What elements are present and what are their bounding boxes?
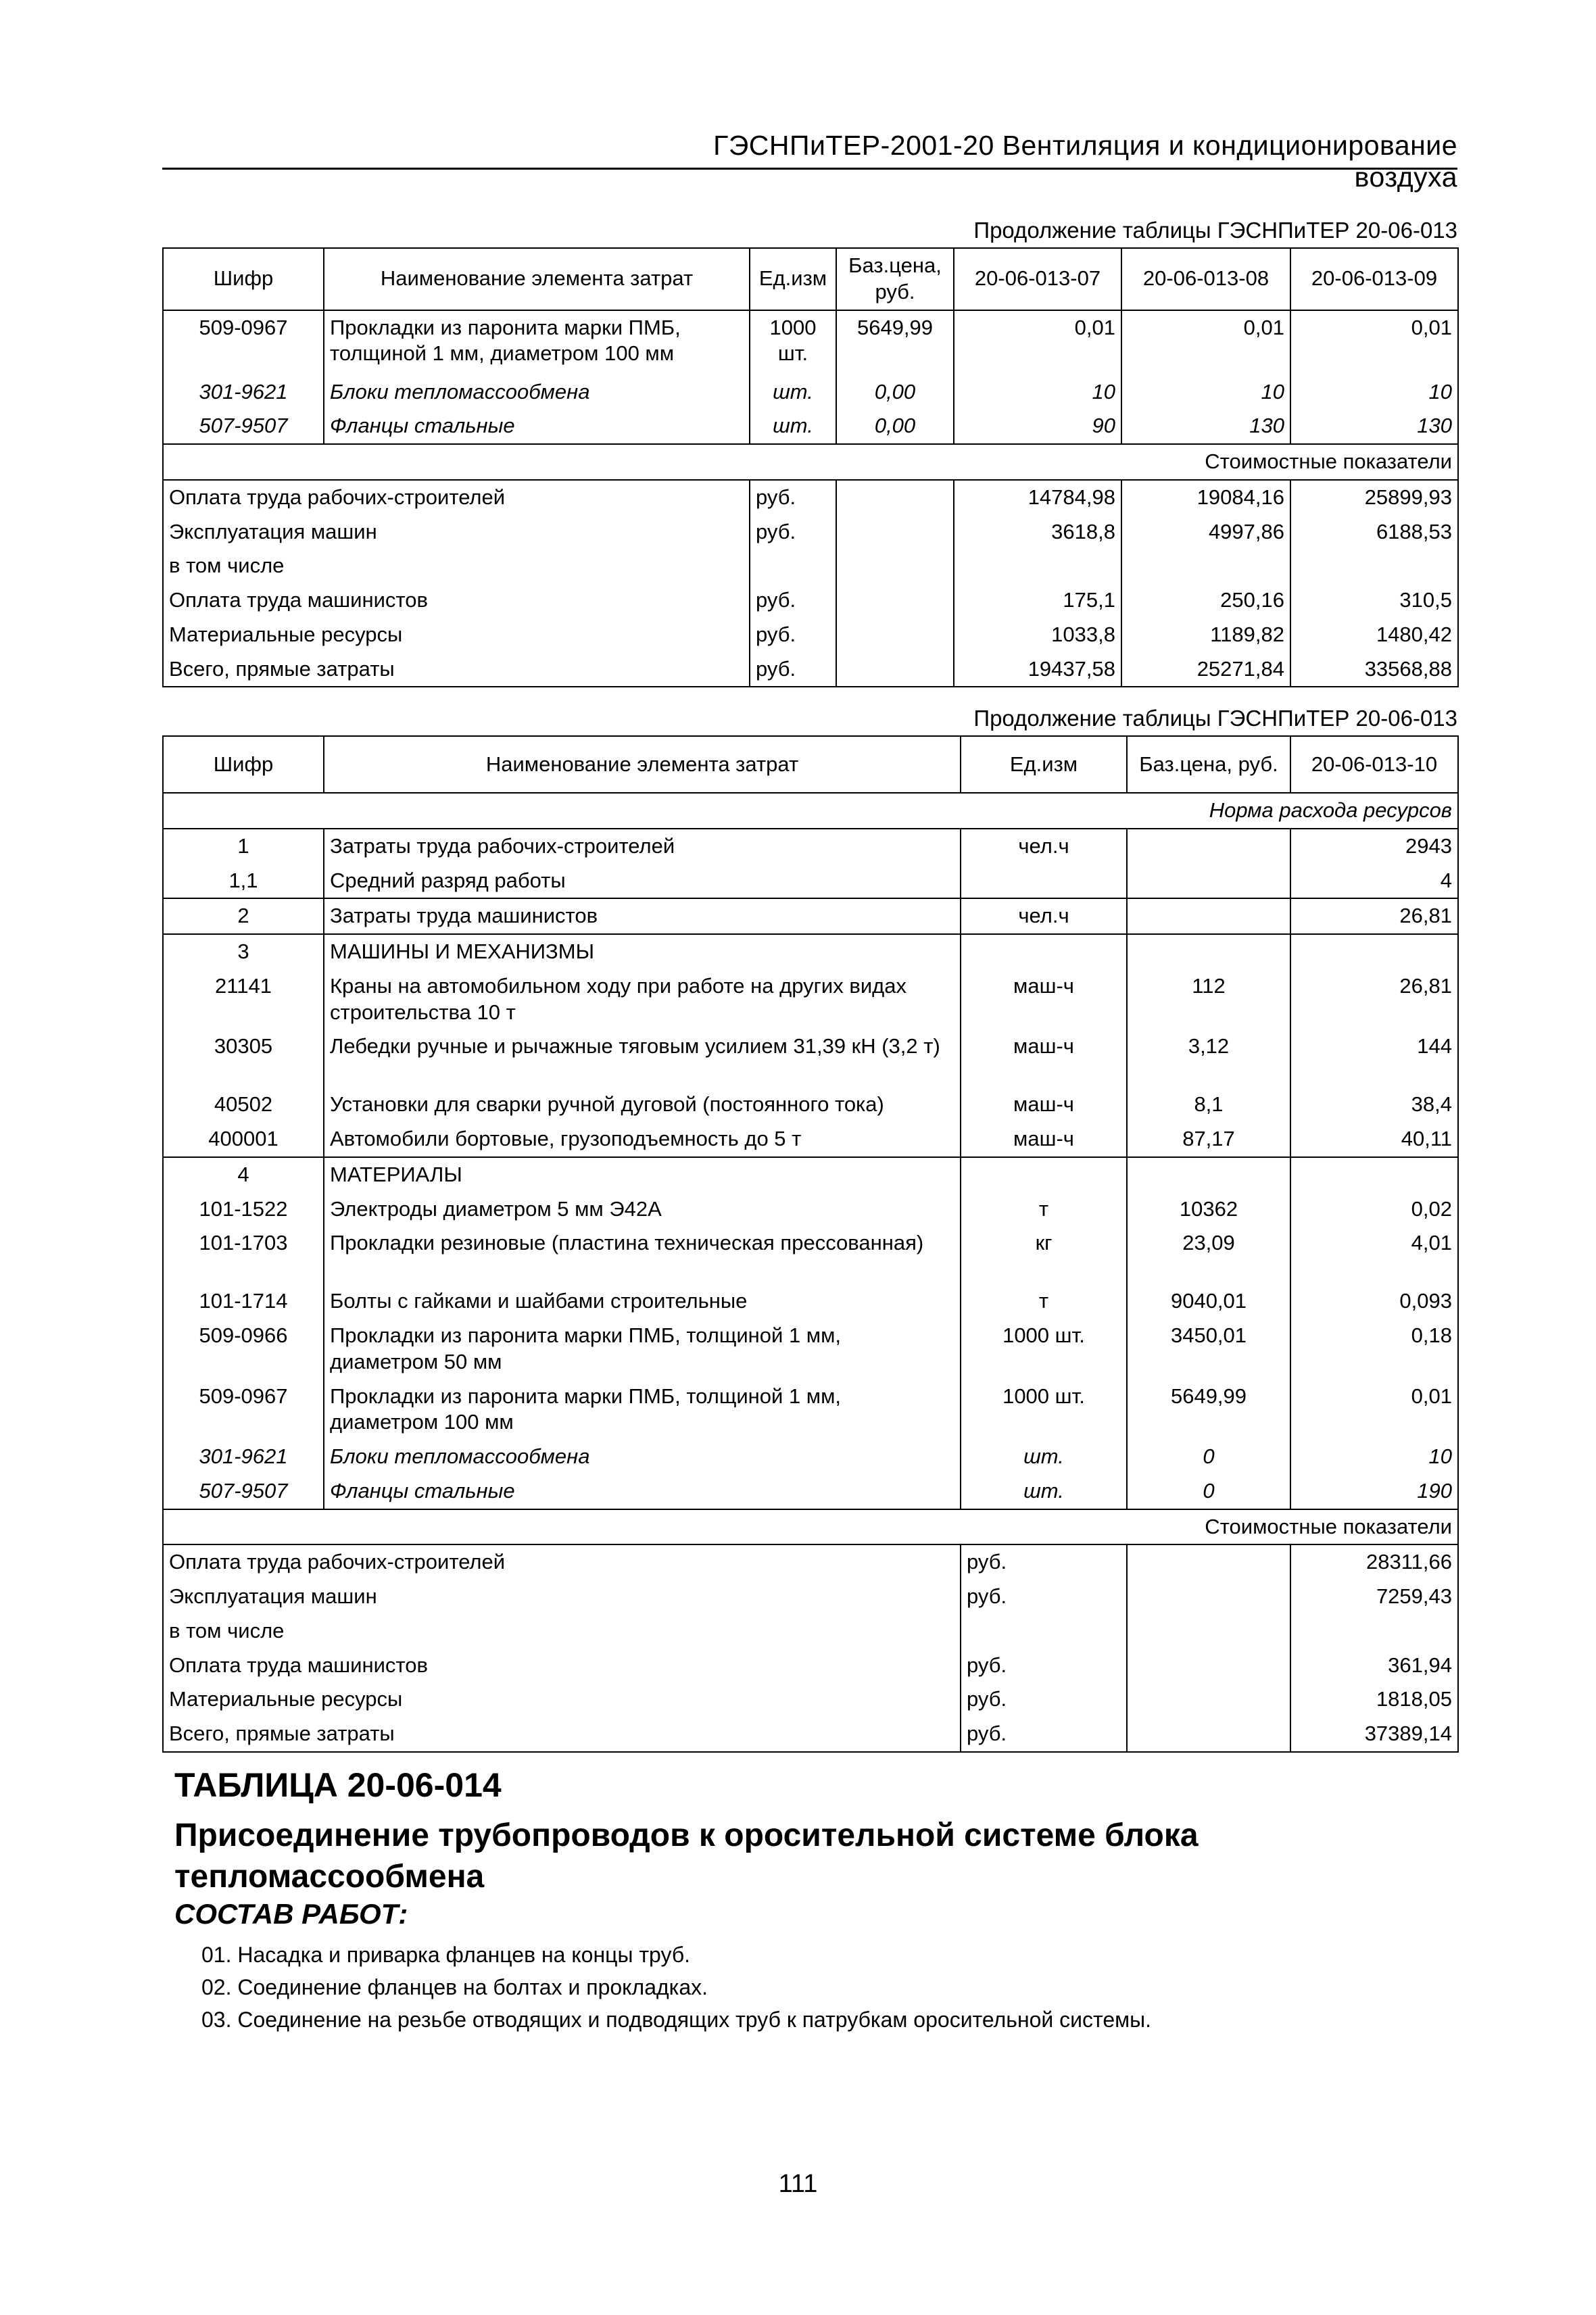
row-value: 4	[1290, 864, 1458, 899]
cost-band	[163, 444, 1458, 480]
cost-value: 250,16	[1121, 583, 1290, 618]
row-price: 3450,01	[1127, 1319, 1290, 1380]
row-unit: маш-ч	[961, 1088, 1127, 1122]
row-name: Фланцы стальные	[324, 409, 750, 444]
table1-header-col1: 20-06-013-07	[954, 248, 1121, 310]
cost-value: 14784,98	[954, 480, 1121, 515]
row-value: 2943	[1290, 829, 1458, 864]
row-name: Прокладки резиновые (пластина техническая прессованная)	[324, 1226, 961, 1284]
row-price: 0	[1127, 1440, 1290, 1474]
cost-unit: руб.	[750, 480, 836, 515]
row-price: 5649,99	[1127, 1380, 1290, 1440]
table-row	[163, 1380, 1458, 1440]
cost-value	[1290, 549, 1458, 583]
table2-header-unit: Ед.изм	[961, 736, 1127, 793]
norm-band	[163, 793, 1458, 829]
table-row	[163, 1544, 1458, 1580]
table-row	[163, 1649, 1458, 1683]
empty-cell	[836, 515, 954, 550]
works-list	[201, 1939, 1151, 2036]
row-name: Автомобили бортовые, грузоподъемность до 5 т	[324, 1122, 961, 1157]
cost-value	[1290, 1614, 1458, 1649]
cost-value: 175,1	[954, 583, 1121, 618]
row-name: МАТЕРИАЛЫ	[324, 1157, 961, 1192]
empty-cell	[1127, 1544, 1290, 1580]
row-unit: чел.ч	[961, 898, 1127, 934]
table1-header-col3: 20-06-013-09	[1290, 248, 1458, 310]
row-unit	[961, 864, 1127, 899]
row-value: 0,01	[954, 310, 1121, 375]
row-value: 26,81	[1290, 969, 1458, 1030]
row-unit: т	[961, 1284, 1127, 1319]
empty-cell	[1127, 1682, 1290, 1717]
table-row	[163, 1717, 1458, 1752]
table1-header-name: Наименование элемента затрат	[324, 248, 750, 310]
row-price	[1127, 898, 1290, 934]
cost-value: 4997,86	[1121, 515, 1290, 550]
running-header: ГЭСНПиТЕР-2001-20 Вентиляция и кондиционирование воздуха	[713, 130, 1457, 193]
row-value: 0,01	[1290, 310, 1458, 375]
row-code: 301-9621	[163, 375, 324, 410]
table2-header-code: Шифр	[163, 736, 324, 793]
row-unit: 1000 шт.	[961, 1380, 1127, 1440]
table-row	[163, 1088, 1458, 1122]
row-value: 130	[1290, 409, 1458, 444]
row-code: 101-1522	[163, 1192, 324, 1227]
cost-name: Материальные ресурсы	[163, 618, 750, 652]
cost-name: Оплата труда машинистов	[163, 583, 750, 618]
row-value: 4,01	[1290, 1226, 1458, 1284]
row-code: 101-1703	[163, 1226, 324, 1284]
cost-value: 1033,8	[954, 618, 1121, 652]
row-value: 0,02	[1290, 1192, 1458, 1227]
row-name: Прокладки из паронита марки ПМБ, толщиной 1 мм, диаметром 100 мм	[324, 1380, 961, 1440]
table2-header-col1: 20-06-013-10	[1290, 736, 1458, 793]
table-row	[163, 898, 1458, 934]
row-value: 38,4	[1290, 1088, 1458, 1122]
cost-value: 19084,16	[1121, 480, 1290, 515]
row-price: 5649,99	[836, 310, 954, 375]
row-price: 0,00	[836, 375, 954, 410]
row-unit: шт.	[750, 375, 836, 410]
table2-header-name: Наименование элемента затрат	[324, 736, 961, 793]
row-code: 507-9507	[163, 1474, 324, 1509]
cost-value: 33568,88	[1290, 652, 1458, 687]
cost-name: Оплата труда машинистов	[163, 1649, 961, 1683]
table-row	[163, 515, 1458, 550]
row-value: 10	[1290, 1440, 1458, 1474]
row-unit: шт.	[961, 1474, 1127, 1509]
row-value: 10	[954, 375, 1121, 410]
table1-continuation: Продолжение таблицы ГЭСНПиТЕР 20-06-013	[973, 218, 1457, 243]
cost-value: 1189,82	[1121, 618, 1290, 652]
row-unit: шт.	[750, 409, 836, 444]
row-name: Прокладки из паронита марки ПМБ, толщиной 1 мм, диаметром 100 мм	[324, 310, 750, 375]
table-row	[163, 1192, 1458, 1227]
row-name: Электроды диаметром 5 мм Э42А	[324, 1192, 961, 1227]
cost-value: 37389,14	[1290, 1717, 1458, 1752]
row-code: 101-1714	[163, 1284, 324, 1319]
row-code: 400001	[163, 1122, 324, 1157]
row-price: 0	[1127, 1474, 1290, 1509]
table-row	[163, 1474, 1458, 1509]
cost-name: Всего, прямые затраты	[163, 652, 750, 687]
cost-name: в том числе	[163, 549, 750, 583]
norm-band-label: Норма расхода ресурсов	[163, 793, 1458, 829]
cost-unit	[750, 549, 836, 583]
table-row	[163, 1284, 1458, 1319]
row-price: 87,17	[1127, 1122, 1290, 1157]
list-item: 03. Соединение на резьбе отводящих и подводящих труб к патрубкам оросительной системы.	[201, 2007, 1152, 2032]
row-code: 1	[163, 829, 324, 864]
cost-value: 361,94	[1290, 1649, 1458, 1683]
row-price: 23,09	[1127, 1226, 1290, 1284]
row-value: 144	[1290, 1029, 1458, 1088]
table-row	[163, 652, 1458, 687]
row-name: Лебедки ручные и рычажные тяговым усилием 31,39 кН (3,2 т)	[324, 1029, 961, 1088]
row-price: 3,12	[1127, 1029, 1290, 1088]
empty-cell	[836, 583, 954, 618]
table-row	[163, 1614, 1458, 1649]
table1-header-code: Шифр	[163, 248, 324, 310]
row-code: 509-0967	[163, 1380, 324, 1440]
cost-value: 25271,84	[1121, 652, 1290, 687]
empty-cell	[1127, 1157, 1290, 1192]
header-rule	[162, 168, 1457, 170]
cost-unit: руб.	[961, 1682, 1127, 1717]
row-value: 90	[954, 409, 1121, 444]
row-unit: чел.ч	[961, 829, 1127, 864]
row-unit: маш-ч	[961, 1029, 1127, 1088]
row-code: 2	[163, 898, 324, 934]
empty-cell	[836, 549, 954, 583]
row-name: Прокладки из паронита марки ПМБ, толщиной 1 мм, диаметром 50 мм	[324, 1319, 961, 1380]
table-row	[163, 1440, 1458, 1474]
row-code: 30305	[163, 1029, 324, 1088]
list-item: 01. Насадка и приварка фланцев на концы труб.	[201, 1943, 691, 1967]
empty-cell	[836, 618, 954, 652]
row-code: 507-9507	[163, 409, 324, 444]
row-unit: маш-ч	[961, 1122, 1127, 1157]
cost-value: 1480,42	[1290, 618, 1458, 652]
row-unit: 1000 шт.	[750, 310, 836, 375]
row-name: Затраты труда машинистов	[324, 898, 961, 934]
table-row	[163, 1226, 1458, 1284]
cost-value: 1818,05	[1290, 1682, 1458, 1717]
row-value: 26,81	[1290, 898, 1458, 934]
cost-name: Всего, прямые затраты	[163, 1717, 961, 1752]
table1-header-unit: Ед.изм	[750, 248, 836, 310]
table-row	[163, 1029, 1458, 1088]
cost-unit	[961, 1614, 1127, 1649]
row-value: 10	[1121, 375, 1290, 410]
cost-name: Эксплуатация машин	[163, 1580, 961, 1614]
empty-cell	[961, 934, 1127, 969]
row-price: 8,1	[1127, 1088, 1290, 1122]
cost-band-label: Стоимостные показатели	[163, 444, 1458, 480]
cost-unit: руб.	[961, 1717, 1127, 1752]
cost-value	[954, 549, 1121, 583]
empty-cell	[1127, 1580, 1290, 1614]
row-price	[1127, 829, 1290, 864]
section-title: Присоединение трубопроводов к оросительной системе блока тепломассообмена	[174, 1818, 1199, 1895]
row-value: 190	[1290, 1474, 1458, 1509]
row-price: 10362	[1127, 1192, 1290, 1227]
table-row	[163, 583, 1458, 618]
row-name: Болты с гайками и шайбами строительные	[324, 1284, 961, 1319]
empty-cell	[1290, 934, 1458, 969]
row-code: 40502	[163, 1088, 324, 1122]
table-row	[163, 618, 1458, 652]
row-code: 3	[163, 934, 324, 969]
list-item: 02. Соединение фланцев на болтах и прокладках.	[201, 1975, 708, 1999]
row-code: 21141	[163, 969, 324, 1030]
table-row	[163, 1682, 1458, 1717]
row-unit: т	[961, 1192, 1127, 1227]
table2-header-price: Баз.цена, руб.	[1127, 736, 1290, 793]
row-price: 0,00	[836, 409, 954, 444]
cost-value: 310,5	[1290, 583, 1458, 618]
cost-band	[163, 1509, 1458, 1545]
row-code: 509-0966	[163, 1319, 324, 1380]
row-name: Установки для сварки ручной дуговой (постоянного тока)	[324, 1088, 961, 1122]
cost-name: Оплата труда рабочих-строителей	[163, 480, 750, 515]
row-code: 1,1	[163, 864, 324, 899]
empty-cell	[1127, 1614, 1290, 1649]
row-value: 10	[1290, 375, 1458, 410]
cost-name: Материальные ресурсы	[163, 1682, 961, 1717]
table-row	[163, 1319, 1458, 1380]
page-number: 111	[778, 2170, 818, 2198]
row-unit: 1000 шт.	[961, 1319, 1127, 1380]
cost-name: в том числе	[163, 1614, 961, 1649]
cost-unit: руб.	[961, 1649, 1127, 1683]
row-value: 0,18	[1290, 1319, 1458, 1380]
row-value: 0,01	[1121, 310, 1290, 375]
empty-cell	[1127, 934, 1290, 969]
cost-unit: руб.	[961, 1580, 1127, 1614]
table-row	[163, 969, 1458, 1030]
cost-value: 7259,43	[1290, 1580, 1458, 1614]
works-heading: СОСТАВ РАБОТ:	[174, 1898, 408, 1930]
empty-cell	[1290, 1157, 1458, 1192]
section-row-materials	[163, 1157, 1458, 1192]
row-price: 112	[1127, 969, 1290, 1030]
row-code: 509-0967	[163, 310, 324, 375]
cost-value: 28311,66	[1290, 1544, 1458, 1580]
empty-cell	[1127, 1649, 1290, 1683]
row-code: 4	[163, 1157, 324, 1192]
cost-band-label: Стоимостные показатели	[163, 1509, 1458, 1545]
empty-cell	[836, 480, 954, 515]
row-price: 9040,01	[1127, 1284, 1290, 1319]
empty-cell	[1127, 1717, 1290, 1752]
table-row	[163, 549, 1458, 583]
cost-name: Оплата труда рабочих-строителей	[163, 1544, 961, 1580]
cost-unit: руб.	[750, 515, 836, 550]
table-row	[163, 1122, 1458, 1157]
cost-unit: руб.	[961, 1544, 1127, 1580]
table-row	[163, 409, 1458, 444]
row-unit: шт.	[961, 1440, 1127, 1474]
row-name: Блоки тепломассообмена	[324, 375, 750, 410]
row-unit: маш-ч	[961, 969, 1127, 1030]
cost-value: 6188,53	[1290, 515, 1458, 550]
cost-value	[1121, 549, 1290, 583]
cost-name: Эксплуатация машин	[163, 515, 750, 550]
cost-value: 25899,93	[1290, 480, 1458, 515]
table1-header-col2: 20-06-013-08	[1121, 248, 1290, 310]
row-unit: кг	[961, 1226, 1127, 1284]
table2-continuation: Продолжение таблицы ГЭСНПиТЕР 20-06-013	[973, 706, 1457, 731]
cost-unit: руб.	[750, 583, 836, 618]
table-row	[163, 864, 1458, 899]
row-name: Фланцы стальные	[324, 1474, 961, 1509]
row-name: Блоки тепломассообмена	[324, 1440, 961, 1474]
table2	[162, 735, 1459, 1753]
table-row	[163, 310, 1458, 375]
row-value: 130	[1121, 409, 1290, 444]
row-name: Средний разряд работы	[324, 864, 961, 899]
table-row	[163, 1580, 1458, 1614]
empty-cell	[836, 652, 954, 687]
row-name: Краны на автомобильном ходу при работе на других видах строительства 10 т	[324, 969, 961, 1030]
row-code: 301-9621	[163, 1440, 324, 1474]
cost-value: 3618,8	[954, 515, 1121, 550]
row-price	[1127, 864, 1290, 899]
cost-unit: руб.	[750, 652, 836, 687]
row-name: МАШИНЫ И МЕХАНИЗМЫ	[324, 934, 961, 969]
table-row	[163, 375, 1458, 410]
row-name: Затраты труда рабочих-строителей	[324, 829, 961, 864]
table-row	[163, 829, 1458, 864]
table-title: ТАБЛИЦА 20-06-014	[174, 1766, 502, 1804]
row-value: 0,093	[1290, 1284, 1458, 1319]
table1-header-price: Баз.цена, руб.	[836, 248, 954, 310]
section-row-machines	[163, 934, 1458, 969]
row-value: 40,11	[1290, 1122, 1458, 1157]
table-row	[163, 480, 1458, 515]
cost-value: 19437,58	[954, 652, 1121, 687]
cost-unit: руб.	[750, 618, 836, 652]
row-value: 0,01	[1290, 1380, 1458, 1440]
empty-cell	[961, 1157, 1127, 1192]
table1	[162, 247, 1459, 687]
